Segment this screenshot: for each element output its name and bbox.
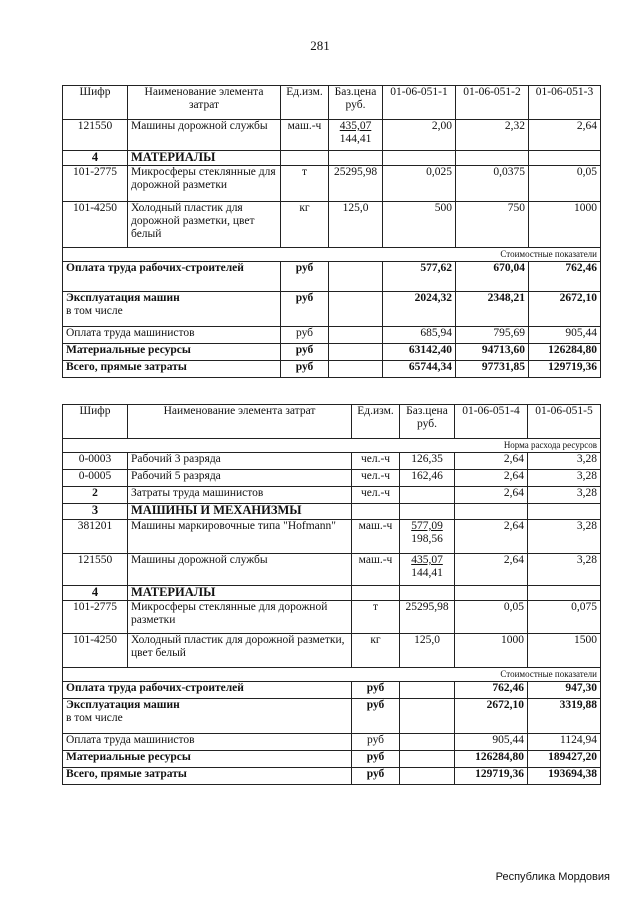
cost-name: Эксплуатация машин (66, 292, 180, 304)
row-unit: маш.-ч (352, 520, 400, 554)
row-code: 2 (63, 487, 128, 504)
cost-indicators-note: Стоимостные показатели (63, 248, 601, 262)
row-unit: чел.-ч (352, 487, 400, 504)
price-top: 435,07 (411, 554, 443, 566)
section-title: МАТЕРИАЛЫ (128, 151, 281, 166)
row-name: Холодный пластик для дорожной разметки, цвет белый (128, 634, 352, 668)
cost-value: 685,94 (383, 327, 456, 344)
cost-value: 762,46 (529, 262, 601, 292)
table-header-row (63, 86, 601, 120)
cost-value: 126284,80 (455, 751, 528, 768)
cost-name: Всего, прямые затраты (63, 361, 281, 378)
cost-unit: руб (281, 327, 329, 344)
cost-name: Материальные ресурсы (63, 344, 281, 361)
cost-name: Оплата труда машинистов (63, 327, 281, 344)
section-number: 3 (63, 504, 128, 520)
row-value: 3,28 (528, 470, 601, 487)
row-value: 0,025 (383, 166, 456, 202)
price-bottom: 144,41 (411, 567, 443, 579)
cost-name: Эксплуатация машин (66, 699, 180, 711)
cost-value: 577,62 (383, 262, 456, 292)
header-name: Наименование элемента затрат (128, 405, 352, 439)
table-row (63, 520, 601, 554)
cost-name-cell (63, 292, 281, 327)
row-price (400, 554, 455, 586)
cost-unit: руб (281, 292, 329, 327)
cost-row (63, 734, 601, 751)
row-value: 2,64 (455, 520, 528, 554)
cost-value: 1124,94 (528, 734, 601, 751)
cost-name: Материальные ресурсы (63, 751, 352, 768)
cost-unit: руб (352, 682, 400, 699)
cost-row (63, 344, 601, 361)
cost-value: 129719,36 (455, 768, 528, 785)
cost-value: 795,69 (456, 327, 529, 344)
row-value: 2,00 (383, 120, 456, 151)
row-name: Машины дорожной службы (128, 120, 281, 151)
cost-sub: в том числе (66, 305, 123, 317)
header-code: Шифр (63, 405, 128, 439)
header-col-1: 01-06-051-1 (383, 86, 456, 120)
price-bottom: 198,56 (411, 533, 443, 545)
row-value: 2,64 (455, 554, 528, 586)
norms-note: Норма расхода ресурсов (63, 439, 601, 453)
row-price (329, 120, 383, 151)
row-price (400, 487, 455, 504)
row-value: 3,28 (528, 554, 601, 586)
table-row (63, 601, 601, 634)
row-unit: кг (281, 202, 329, 248)
cost-value: 2672,10 (529, 292, 601, 327)
cost-row (63, 292, 601, 327)
row-name: Рабочий 3 разряда (128, 453, 352, 470)
page-number: 281 (310, 38, 330, 53)
cost-row (63, 262, 601, 292)
row-value: 2,32 (456, 120, 529, 151)
cost-row (63, 699, 601, 734)
cost-row (63, 682, 601, 699)
row-value: 0,05 (455, 601, 528, 634)
cost-unit: руб (352, 751, 400, 768)
row-value: 1500 (528, 634, 601, 668)
note-row (63, 248, 601, 262)
table-row (63, 202, 601, 248)
header-base-price: Баз.цена руб. (400, 405, 455, 439)
table-row (63, 470, 601, 487)
row-value: 3,28 (528, 487, 601, 504)
cost-value: 905,44 (529, 327, 601, 344)
table-row (63, 554, 601, 586)
row-name: Микросферы стеклянные для дорожной разметки (128, 601, 352, 634)
table-header-row (63, 405, 601, 439)
cost-value: 2348,21 (456, 292, 529, 327)
row-value: 0,05 (529, 166, 601, 202)
cost-value: 762,46 (455, 682, 528, 699)
cost-value: 2672,10 (455, 699, 528, 734)
section-number: 4 (63, 586, 128, 601)
row-code: 381201 (63, 520, 128, 554)
cost-value: 97731,85 (456, 361, 529, 378)
row-price: 25295,98 (329, 166, 383, 202)
cost-name: Оплата труда рабочих-строителей (63, 262, 281, 292)
cost-name: Оплата труда рабочих-строителей (63, 682, 352, 699)
row-value: 0,0375 (456, 166, 529, 202)
cost-indicators-note: Стоимостные показатели (63, 668, 601, 682)
table-row (63, 453, 601, 470)
row-value: 3,28 (528, 520, 601, 554)
header-name: Наименование элемента затрат (128, 86, 281, 120)
row-value: 0,075 (528, 601, 601, 634)
price-top: 577,09 (411, 520, 443, 532)
header-col-2: 01-06-051-2 (456, 86, 529, 120)
header-col-3: 01-06-051-3 (529, 86, 601, 120)
header-base-price: Баз.цена руб. (329, 86, 383, 120)
header-code: Шифр (63, 86, 128, 120)
row-name: Холодный пластик для дорожной разметки, цвет белый (128, 202, 281, 248)
note-row (63, 668, 601, 682)
cost-name: Оплата труда машинистов (63, 734, 352, 751)
row-code: 101-4250 (63, 634, 128, 668)
cost-unit: руб (281, 361, 329, 378)
row-value: 2,64 (529, 120, 601, 151)
section-row (63, 151, 601, 166)
cost-sub: в том числе (66, 712, 123, 724)
section-title: МАТЕРИАЛЫ (128, 586, 352, 601)
note-row (63, 439, 601, 453)
row-name: Машины дорожной службы (128, 554, 352, 586)
section-number: 4 (63, 151, 128, 166)
row-value: 1000 (455, 634, 528, 668)
row-unit: т (352, 601, 400, 634)
row-unit: маш.-ч (281, 120, 329, 151)
row-name: Затраты труда машинистов (128, 487, 352, 504)
cost-name: Всего, прямые затраты (63, 768, 352, 785)
header-col-4: 01-06-051-4 (455, 405, 528, 439)
header-unit: Ед.изм. (281, 86, 329, 120)
table-row (63, 487, 601, 504)
header-col-5: 01-06-051-5 (528, 405, 601, 439)
cost-value: 189427,20 (528, 751, 601, 768)
row-unit: чел.-ч (352, 470, 400, 487)
row-code: 101-2775 (63, 166, 128, 202)
row-price: 126,35 (400, 453, 455, 470)
row-value: 2,64 (455, 453, 528, 470)
table-row (63, 120, 601, 151)
cost-row (63, 361, 601, 378)
cost-value: 2024,32 (383, 292, 456, 327)
cost-row (63, 751, 601, 768)
resource-table-1 (62, 85, 601, 378)
table-row (63, 166, 601, 202)
row-code: 121550 (63, 120, 128, 151)
price-top: 435,07 (339, 120, 372, 132)
row-price: 125,0 (400, 634, 455, 668)
row-price (400, 520, 455, 554)
row-code: 121550 (63, 554, 128, 586)
row-code: 101-2775 (63, 601, 128, 634)
row-name: Машины маркировочные типа "Hofmann" (128, 520, 352, 554)
row-value: 1000 (529, 202, 601, 248)
section-row (63, 586, 601, 601)
cost-value: 670,04 (456, 262, 529, 292)
cost-value: 3319,88 (528, 699, 601, 734)
cost-unit: руб (352, 768, 400, 785)
row-code: 101-4250 (63, 202, 128, 248)
cost-value: 126284,80 (529, 344, 601, 361)
row-value: 3,28 (528, 453, 601, 470)
row-price: 162,46 (400, 470, 455, 487)
price-bottom: 144,41 (339, 133, 372, 145)
cost-value: 129719,36 (529, 361, 601, 378)
row-unit: маш.-ч (352, 554, 400, 586)
row-code: 0-0003 (63, 453, 128, 470)
section-title: МАШИНЫ И МЕХАНИЗМЫ (128, 504, 352, 520)
table-row (63, 634, 601, 668)
cost-unit: руб (281, 262, 329, 292)
cost-value: 947,30 (528, 682, 601, 699)
cost-unit: руб (281, 344, 329, 361)
cost-value: 905,44 (455, 734, 528, 751)
row-unit: кг (352, 634, 400, 668)
cost-row (63, 768, 601, 785)
row-price: 125,0 (329, 202, 383, 248)
row-unit: т (281, 166, 329, 202)
cost-unit: руб (352, 734, 400, 751)
cost-value: 65744,34 (383, 361, 456, 378)
row-value: 2,64 (455, 487, 528, 504)
section-row (63, 504, 601, 520)
row-code: 0-0005 (63, 470, 128, 487)
row-unit: чел.-ч (352, 453, 400, 470)
row-name: Микросферы стеклянные для дорожной разметки (128, 166, 281, 202)
cost-name-cell (63, 699, 352, 734)
cost-value: 63142,40 (383, 344, 456, 361)
header-unit: Ед.изм. (352, 405, 400, 439)
cost-value: 94713,60 (456, 344, 529, 361)
row-name: Рабочий 5 разряда (128, 470, 352, 487)
row-value: 2,64 (455, 470, 528, 487)
resource-table-2 (62, 404, 601, 785)
footer-region: Республика Мордовия (495, 871, 610, 883)
row-value: 500 (383, 202, 456, 248)
cost-unit: руб (352, 699, 400, 734)
cost-value: 193694,38 (528, 768, 601, 785)
row-price: 25295,98 (400, 601, 455, 634)
row-value: 750 (456, 202, 529, 248)
cost-row (63, 327, 601, 344)
